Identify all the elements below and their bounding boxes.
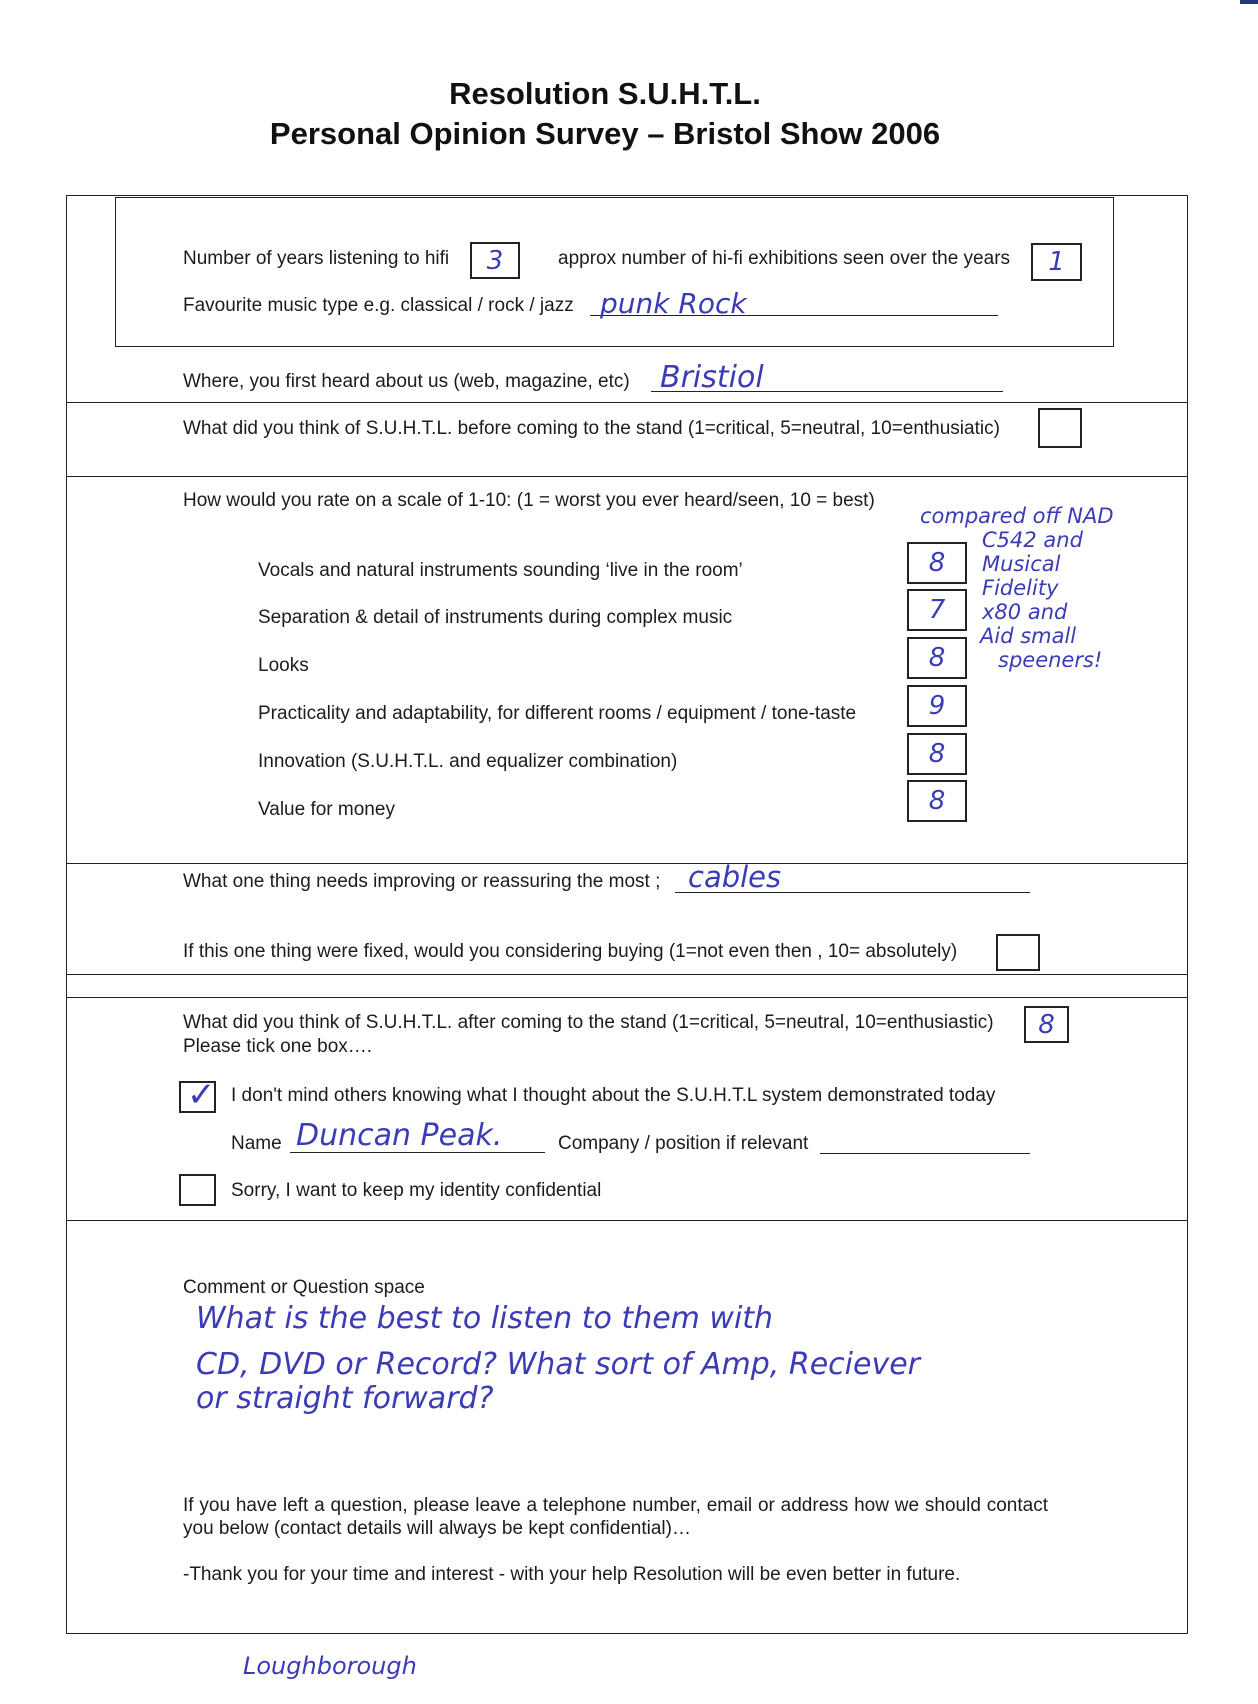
rating-label-separation: Separation & detail of instruments during complex music <box>258 607 733 628</box>
frame-left <box>66 195 67 1633</box>
margin-note-line: x80 and <box>982 600 1068 624</box>
buy-field[interactable] <box>996 934 1040 971</box>
name-value[interactable]: Duncan Peak. <box>296 1118 503 1153</box>
years-field[interactable] <box>470 242 520 279</box>
years-value: 3 <box>486 245 504 276</box>
margin-note-line: Fidelity <box>982 576 1059 600</box>
rating-value-practicality: 9 <box>928 691 946 721</box>
divider-after <box>66 1220 1188 1221</box>
survey-title: Resolution S.U.H.T.L. <box>449 76 761 111</box>
public-option-label: I don't mind others knowing what I thought about the S.U.H.T.L system demonstrated today <box>231 1085 996 1106</box>
contact-value[interactable]: Loughborough <box>243 1652 417 1680</box>
exhibitions-label: approx number of hi-fi exhibitions seen over the years <box>558 248 1011 269</box>
rating-label-vocals: Vocals and natural instruments sounding ‘live in the room’ <box>258 560 743 581</box>
ratings-intro: How would you rate on a scale of 1-10: (1 = worst you ever heard/seen, 10 = best) <box>183 490 875 511</box>
frame-bottom <box>66 1633 1188 1634</box>
public-checkbox[interactable] <box>179 1075 216 1115</box>
tick-instruction: Please tick one box…. <box>183 1036 373 1057</box>
frame-top <box>66 195 1188 196</box>
rating-label-practicality: Practicality and adaptability, for different rooms / equipment / tone-taste <box>258 703 857 724</box>
buy-label: If this one thing were fixed, would you considering buying (1=not even then , 10= absolutely) <box>183 941 958 962</box>
before-field[interactable] <box>1038 408 1082 448</box>
comment-text[interactable] <box>196 1296 920 1422</box>
heard-value[interactable]: Bristiol <box>660 360 764 395</box>
rating-value-value: 8 <box>928 786 946 816</box>
margin-note-line: Musical <box>982 552 1061 576</box>
rating-label-value: Value for money <box>258 799 395 820</box>
scan-edge-mark <box>1240 0 1258 4</box>
rating-value-separation: 7 <box>928 595 946 625</box>
margin-note-line: speeners! <box>998 648 1103 672</box>
heard-label: Where, you first heard about us (web, magazine, etc) <box>183 371 630 392</box>
music-label: Favourite music type e.g. classical / rock / jazz <box>183 295 574 316</box>
divider-before <box>66 476 1188 477</box>
exhibitions-field[interactable] <box>1031 243 1082 281</box>
margin-note-line: compared off NAD <box>920 504 1114 528</box>
rating-value-vocals: 8 <box>928 548 946 578</box>
profile-section <box>115 197 1114 347</box>
company-underline <box>820 1153 1030 1154</box>
comment-label: Comment or Question space <box>183 1277 425 1298</box>
company-label: Company / position if relevant <box>558 1133 809 1154</box>
confidential-option-label: Sorry, I want to keep my identity confidential <box>231 1180 602 1201</box>
after-value: 8 <box>1038 1009 1055 1040</box>
divider-heard <box>66 402 1188 403</box>
rating-label-innovation: Innovation (S.U.H.T.L. and equalizer combination) <box>258 751 678 772</box>
public-checkbox-tick: ✓ <box>187 1075 216 1115</box>
rating-value-innovation: 8 <box>928 739 946 769</box>
contact-note: If you have left a question, please leave a telephone number, email or address how we should contact you below (contact details will always be kept confidential)… <box>183 1495 1048 1539</box>
improve-label: What one thing needs improving or reassuring the most ; <box>183 871 661 892</box>
rating-field-value[interactable] <box>907 780 967 822</box>
before-label: What did you think of S.U.H.T.L. before coming to the stand (1=critical, 5=neutral, 10=enthusiatic) <box>183 418 1000 439</box>
after-field[interactable] <box>1024 1006 1069 1043</box>
thanks-note: -Thank you for your time and interest - with your help Resolution will be even better in future. <box>183 1564 961 1585</box>
divider-ratings <box>66 863 1188 864</box>
frame-right <box>1187 195 1188 1633</box>
name-label: Name <box>231 1133 282 1154</box>
improve-value[interactable]: cables <box>688 860 782 894</box>
survey-subtitle: Personal Opinion Survey – Bristol Show 2006 <box>269 116 941 151</box>
rating-field-innovation[interactable] <box>907 733 967 775</box>
margin-note <box>920 504 1114 672</box>
confidential-checkbox[interactable] <box>179 1174 216 1206</box>
rating-label-looks: Looks <box>258 655 309 676</box>
margin-note-line: Aid small <box>980 624 1077 648</box>
comment-line: What is the best to listen to them with <box>196 1301 774 1336</box>
years-label: Number of years listening to hifi <box>183 248 450 269</box>
after-label: What did you think of S.U.H.T.L. after coming to the stand (1=critical, 5=neutral, 10=enthusiastic) <box>183 1012 994 1033</box>
divider-buy-a <box>66 974 1188 975</box>
divider-buy-b <box>66 997 1188 998</box>
rating-value-looks: 8 <box>928 643 946 673</box>
margin-note-line: C542 and <box>982 528 1083 552</box>
rating-field-practicality[interactable] <box>907 685 967 727</box>
exhibitions-value: 1 <box>1048 247 1065 277</box>
comment-line: CD, DVD or Record? What sort of Amp, Reciever <box>196 1347 921 1382</box>
music-value[interactable]: punk Rock <box>600 287 747 320</box>
comment-line: or straight forward? <box>196 1381 494 1416</box>
